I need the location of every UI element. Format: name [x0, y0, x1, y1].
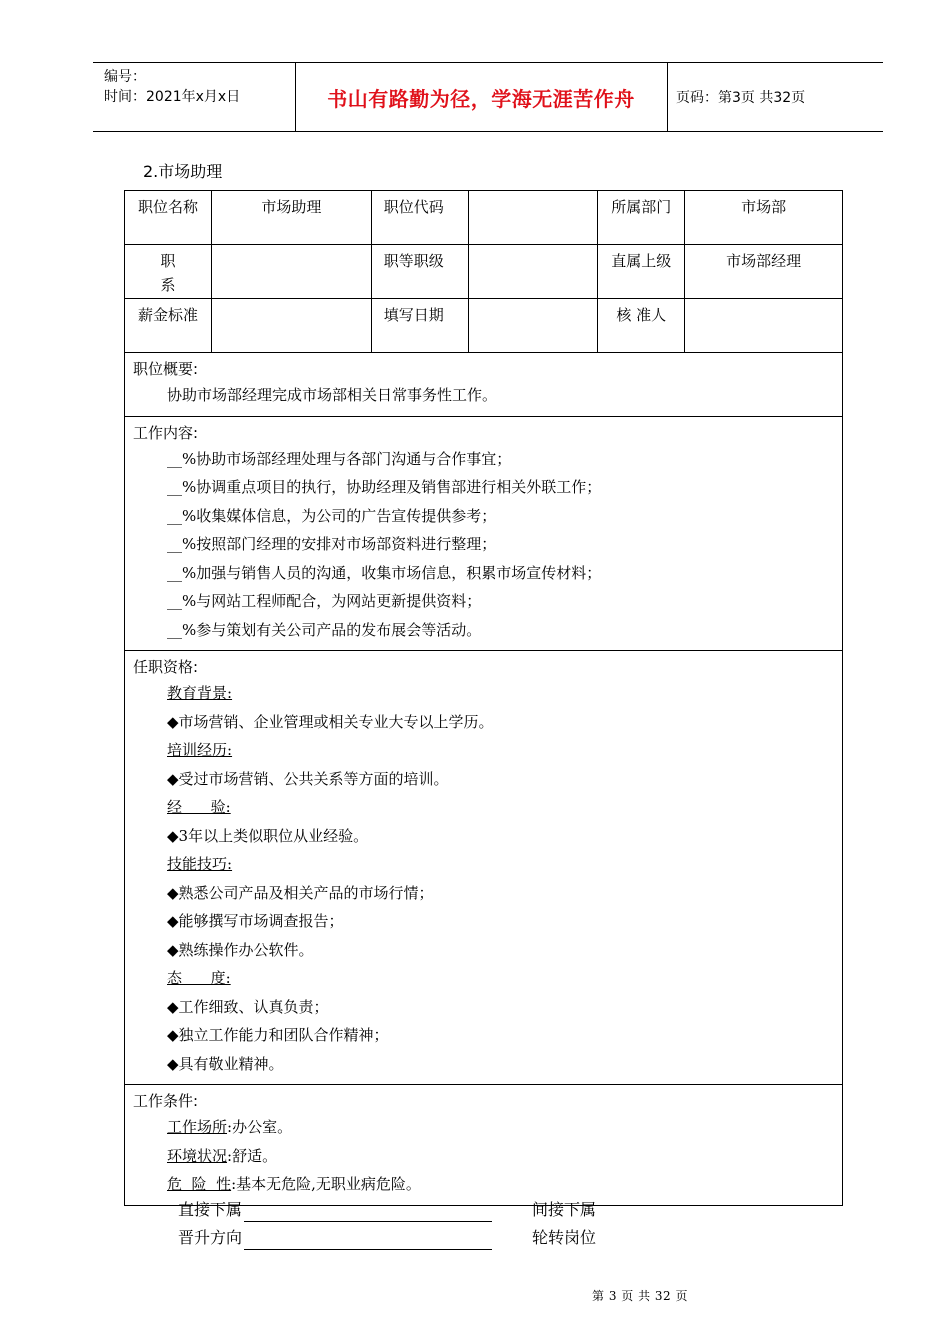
department-value: 市场部: [685, 191, 843, 245]
table-row: [125, 1085, 843, 1206]
header-motto: 书山有路勤为径，学海无涯苦作舟: [327, 86, 635, 111]
conditions-title: 工作条件:: [133, 1092, 199, 1110]
list-item: ◆具有敬业精神。: [167, 1054, 284, 1073]
list-item: __%与网站工程师配合，为网站更新提供资料；: [167, 592, 482, 610]
list-item: ◆3年以上类似职位从业经验。: [167, 826, 369, 845]
training-label: 培训经历:: [167, 741, 233, 759]
job-description-table: [124, 190, 843, 1206]
list-item: ◆熟练操作办公软件。: [167, 940, 314, 959]
salary-standard-label: 薪金标准: [125, 299, 212, 353]
rotation-label: 轮转岗位: [532, 1228, 597, 1247]
risk-value: :基本无危险,无职业病危险。: [231, 1175, 421, 1193]
overview-text: 协助市场部经理完成市场部相关日常事务性工作。: [167, 386, 498, 404]
table-row: [125, 191, 843, 245]
list-item: __%参与策划有关公司产品的发布展会等活动。: [167, 620, 482, 639]
list-item: __%加强与销售人员的沟通，收集市场信息，积累市场宣传材料；: [167, 563, 602, 582]
position-name-label: 职位名称: [125, 191, 212, 245]
environment-value: :舒适。: [227, 1146, 278, 1165]
job-family-value: [211, 245, 371, 299]
list-item: __%协助市场部经理处理与各部门沟通与合作事宜；: [167, 449, 512, 468]
work-place-value: :办公室。: [227, 1118, 293, 1136]
table-row: [125, 416, 843, 651]
overview-section: [125, 353, 843, 417]
skills-label: 技能技巧:: [167, 855, 233, 873]
overview-title: 职位概要:: [133, 360, 199, 378]
direct-supervisor-label: 直属上级: [598, 245, 685, 299]
list-item: ◆受过市场营销、公共关系等方面的培训。: [167, 769, 449, 788]
position-code-value: [468, 191, 598, 245]
list-item: __%协调重点项目的执行，协助经理及销售部进行相关外联工作；: [167, 478, 602, 496]
qualifications-title: 任职资格:: [133, 658, 199, 676]
document-time: 时间：2021年x月x日: [104, 89, 241, 105]
list-item: __%收集媒体信息，为公司的广告宣传提供参考；: [167, 506, 497, 525]
header-divider: [667, 63, 668, 131]
position-code-label: 职位代码: [371, 191, 468, 245]
direct-subordinate-label: 直接下属: [178, 1200, 243, 1219]
promotion-label: 晋升方向: [178, 1228, 243, 1247]
list-item: ◆能够撰写市场调查报告；: [167, 912, 344, 930]
table-row: [125, 245, 843, 299]
list-item: __%按照部门经理的安排对市场部资料进行整理；: [167, 535, 497, 553]
risk-label: 危 险 性: [167, 1175, 232, 1193]
table-row: [125, 299, 843, 353]
document-number-label: 编号：: [104, 69, 146, 85]
attitude-label: 态 度:: [167, 969, 231, 987]
list-item: ◆熟悉公司产品及相关产品的市场行情；: [167, 883, 434, 902]
work-place-label: 工作场所: [167, 1118, 228, 1136]
experience-label: 经 验:: [167, 798, 231, 816]
grade-label: 职等职级: [371, 245, 468, 299]
direct-supervisor-value: 市场部经理: [685, 245, 843, 299]
duties-title: 工作内容:: [133, 423, 199, 442]
direct-subordinate-field: [178, 1198, 492, 1222]
promotion-blank: [244, 1231, 492, 1250]
list-item: ◆独立工作能力和团队合作精神；: [167, 1026, 389, 1044]
education-label: 教育背景:: [167, 684, 233, 702]
table-row: [125, 353, 843, 417]
job-family-label: 职系: [125, 245, 212, 299]
department-label: 所属部门: [598, 191, 685, 245]
list-item: ◆市场营销、企业管理或相关专业大专以上学历。: [167, 712, 494, 731]
fill-date-value: [468, 299, 598, 353]
qualifications-section: [125, 651, 843, 1085]
section-title: 2.市场助理: [143, 162, 223, 181]
header-page-number: 页码：第3页 共32页: [676, 90, 806, 106]
direct-subordinate-blank: [244, 1203, 492, 1222]
environment-label: 环境状况: [167, 1146, 228, 1165]
salary-standard-value: [211, 299, 371, 353]
grade-value: [468, 245, 598, 299]
approver-label: 核 准人: [598, 299, 685, 353]
conditions-section: [125, 1085, 843, 1206]
footer-page-number: 第 3 页 共 32 页: [592, 1289, 688, 1303]
indirect-subordinate-label: 间接下属: [532, 1200, 597, 1219]
table-row: [125, 651, 843, 1085]
page-header: [93, 62, 883, 132]
position-name-value: 市场助理: [211, 191, 371, 245]
duties-section: [125, 416, 843, 651]
header-meta: [104, 67, 240, 107]
approver-value: [685, 299, 843, 353]
fill-date-label: 填写日期: [371, 299, 468, 353]
list-item: ◆工作细致、认真负责；: [167, 997, 329, 1016]
promotion-field: [178, 1226, 492, 1250]
